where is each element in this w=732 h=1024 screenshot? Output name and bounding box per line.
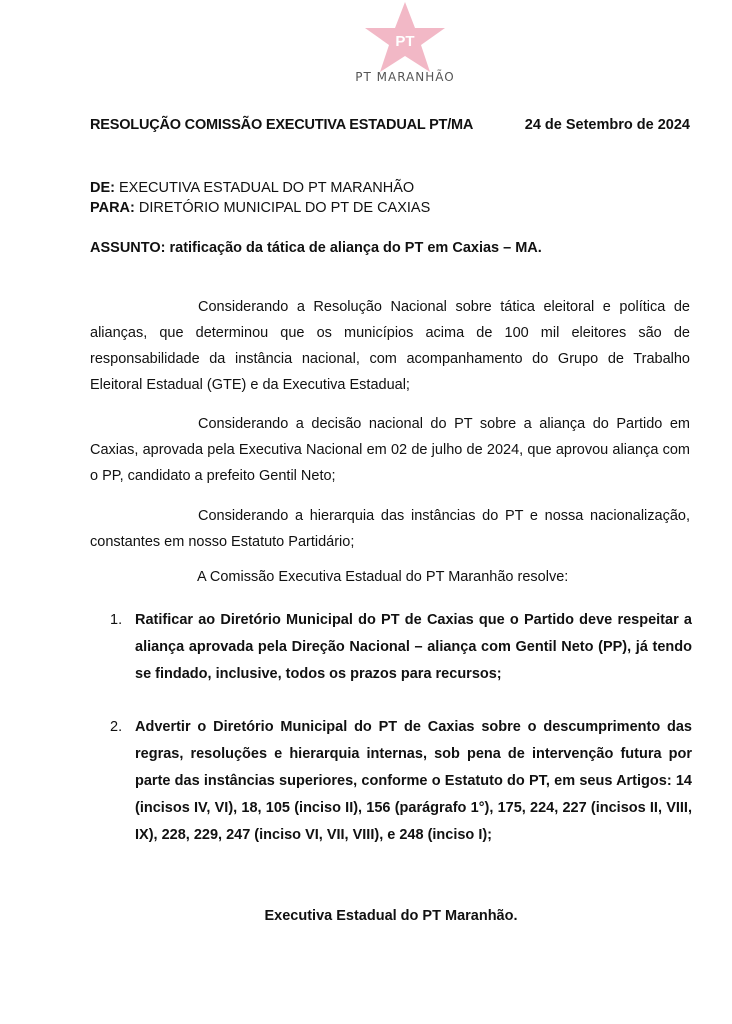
consideration-text: Considerando a Resolução Nacional sobre tática eleitoral e política de alianças, que determinou que os municípios acima de 100 mil eleitores são de responsabilidade da instância nacional, com acompanhamento do Grupo de Trabalho Eleitoral Estadual (GTE) e da Executiva Estadual; bbox=[90, 299, 690, 393]
resolve-intro: A Comissão Executiva Estadual do PT Maranhão resolve: bbox=[197, 569, 569, 585]
logo-star-text: PT bbox=[395, 33, 415, 50]
resolution-number: 1. bbox=[110, 612, 123, 628]
consideration-text: Considerando a decisão nacional do PT sobre a aliança do Partido em Caxias, aprovada pela Executiva Nacional em 02 de julho de 2024, que aprovou aliança com o PP, candidato a prefeito Gentil Neto; bbox=[90, 416, 690, 484]
resolution-text: Advertir o Diretório Municipal do PT de Caxias sobre o descumprimento das regras, resoluções e hierarquia internas, sob pena de intervenção futura por parte das instâncias superiores, conforme o Estatuto do PT, em seus Artigos: 14 (incisos IV, VI), 18, 105 (inciso II), 156 (parágrafo 1°), 175, 224, 227 (incisos II, VIII, IX), 228, 229, 247 (inciso VI, VII, VIII), e 248 (inciso I); bbox=[135, 719, 692, 843]
resolution-text: Ratificar ao Diretório Municipal do PT de Caxias que o Partido deve respeitar a aliança aprovada pela Direção Nacional – aliança com Gentil Neto (PP), já tendo se findado, inclusive, todos os prazos para recursos; bbox=[135, 612, 692, 682]
resolution-item bbox=[110, 714, 692, 849]
document-title: RESOLUÇÃO COMISSÃO EXECUTIVA ESTADUAL PT/MA bbox=[90, 117, 474, 133]
logo-caption: PT MARANHÃO bbox=[355, 70, 455, 84]
to-line bbox=[90, 200, 430, 216]
consideration-paragraph bbox=[90, 503, 690, 555]
resolution-item bbox=[110, 607, 692, 688]
party-logo bbox=[355, 2, 455, 92]
signature: Executiva Estadual do PT Maranhão. bbox=[264, 908, 518, 924]
from-label: DE: bbox=[90, 180, 115, 196]
to-label: PARA: bbox=[90, 200, 135, 216]
to-value: DIRETÓRIO MUNICIPAL DO PT DE CAXIAS bbox=[134, 200, 431, 216]
consideration-text: Considerando a hierarquia das instâncias do PT e nossa nacionalização, constantes em nosso Estatuto Partidário; bbox=[90, 508, 690, 550]
consideration-paragraph bbox=[90, 294, 690, 398]
star-icon bbox=[363, 2, 447, 72]
subject-line: ASSUNTO: ratificação da tática de aliança do PT em Caxias – MA. bbox=[90, 240, 542, 256]
from-line bbox=[90, 180, 414, 196]
resolution-number: 2. bbox=[110, 719, 123, 735]
consideration-paragraph bbox=[90, 411, 690, 489]
document-date: 24 de Setembro de 2024 bbox=[524, 117, 690, 133]
from-value: EXECUTIVA ESTADUAL DO PT MARANHÃO bbox=[114, 180, 415, 196]
